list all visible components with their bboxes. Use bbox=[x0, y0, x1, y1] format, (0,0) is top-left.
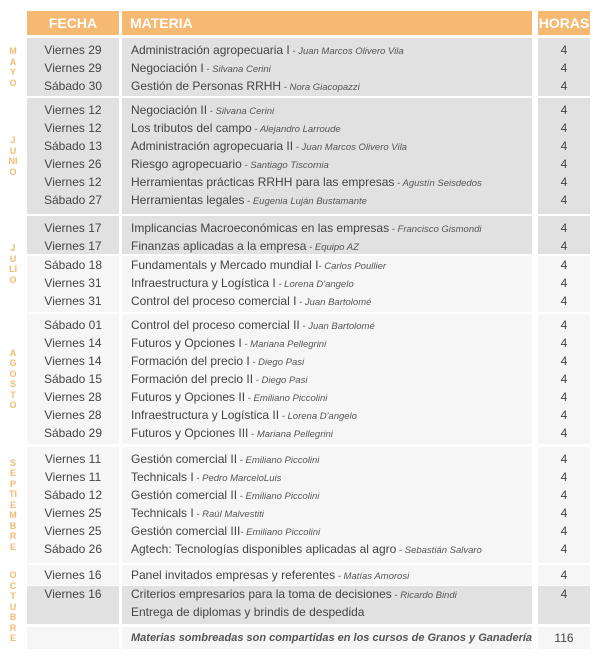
row-subject bbox=[131, 424, 333, 444]
row-hours: 4 bbox=[560, 294, 568, 308]
row-hours: 4 bbox=[560, 452, 568, 466]
row-hours: 4 bbox=[560, 587, 568, 601]
row-subject bbox=[131, 370, 307, 390]
row-date: Viernes 28 bbox=[44, 390, 102, 404]
subject-name: Gestión comercial III bbox=[131, 524, 241, 538]
row-subject bbox=[131, 137, 407, 157]
professor-name: - Equipo AZ bbox=[306, 242, 359, 253]
row-hours: 4 bbox=[560, 336, 568, 350]
subject-name: Gestión comercial II bbox=[131, 488, 238, 502]
row-hours: 4 bbox=[560, 488, 568, 502]
row-date: Sábado 18 bbox=[43, 258, 103, 272]
professor-name: - Emiliano Piccolini bbox=[237, 491, 320, 502]
row-subject bbox=[131, 256, 386, 276]
month-label: JULIO bbox=[9, 243, 17, 285]
professor-name: - Agustín Seisdedos bbox=[394, 178, 482, 189]
professor-name: - Alejandro Larroude bbox=[251, 124, 341, 135]
row-subject bbox=[131, 173, 482, 193]
row-date: Sábado 26 bbox=[43, 542, 103, 556]
header-fecha: FECHA bbox=[27, 11, 119, 35]
subject-name: Agtech: Tecnologías disponibles aplicadas al agro bbox=[131, 542, 397, 556]
row-hours: 4 bbox=[560, 103, 568, 117]
professor-name: - Juan Bartolomé bbox=[299, 321, 375, 332]
professor-name: - Nora Giacopazzi bbox=[281, 82, 360, 93]
professor-name: - Raúl Malvestiti bbox=[193, 509, 264, 520]
row-date: Viernes 11 bbox=[44, 452, 102, 466]
row-date: Viernes 31 bbox=[44, 276, 102, 290]
row-subject bbox=[131, 566, 409, 586]
row-date: Viernes 25 bbox=[44, 506, 102, 520]
row-hours: 4 bbox=[560, 258, 568, 272]
row-subject bbox=[131, 486, 319, 506]
row-hours: 4 bbox=[560, 408, 568, 422]
row-date: Viernes 12 bbox=[44, 103, 102, 117]
professor-name: - Carlos Poullier bbox=[318, 261, 387, 272]
row-hours: 4 bbox=[560, 568, 568, 582]
row-hours: 4 bbox=[560, 121, 568, 135]
subject-name: Technicals I bbox=[131, 506, 194, 520]
row-hours: 4 bbox=[560, 221, 568, 235]
row-date: Sábado 13 bbox=[43, 139, 103, 153]
row-date: Sábado 12 bbox=[43, 488, 103, 502]
professor-name: - Silvana Cerini bbox=[203, 64, 271, 75]
month-label: JUNIO bbox=[8, 135, 18, 177]
subject-name: Administración agropecuaria I bbox=[131, 43, 290, 57]
row-hours: 4 bbox=[560, 506, 568, 520]
row-subject bbox=[131, 585, 457, 605]
professor-name: - Diego Pasi bbox=[253, 375, 308, 386]
row-date: Viernes 16 bbox=[44, 587, 102, 601]
subject-name: Entrega de diplomas y brindis de despedida bbox=[131, 605, 365, 619]
subject-name: Futuros y Opciones II bbox=[131, 390, 246, 404]
subject-name: Herramientas legales bbox=[131, 193, 245, 207]
row-subject bbox=[131, 388, 327, 408]
row-subject bbox=[131, 219, 482, 239]
row-hours: 4 bbox=[560, 426, 568, 440]
header-materia: MATERIA bbox=[122, 11, 532, 35]
row-subject bbox=[131, 237, 359, 257]
row-date: Sábado 30 bbox=[43, 79, 103, 93]
row-subject bbox=[131, 191, 367, 211]
subject-name: Riesgo agropecuario bbox=[131, 157, 242, 171]
row-date: Sábado 01 bbox=[43, 318, 103, 332]
row-subject bbox=[131, 603, 364, 621]
row-date: Viernes 31 bbox=[44, 294, 102, 308]
professor-name: - Mariana Pellegrini bbox=[248, 429, 333, 440]
row-date: Sábado 15 bbox=[43, 372, 103, 386]
row-hours: 4 bbox=[560, 157, 568, 171]
row-subject bbox=[131, 155, 329, 175]
row-hours: 4 bbox=[560, 193, 568, 207]
row-subject bbox=[131, 41, 404, 61]
professor-name: - Francisco Gismondi bbox=[389, 224, 482, 235]
month-label: AGOSTO bbox=[9, 347, 17, 410]
row-date: Viernes 28 bbox=[44, 408, 102, 422]
professor-name: - Santiago Tiscornia bbox=[241, 160, 329, 171]
month-label: MAYO bbox=[9, 46, 17, 88]
footer-note: Materias sombreadas son compartidas en los cursos de Granos y Ganadería bbox=[131, 632, 533, 644]
subject-name: Los tributos del campo bbox=[131, 121, 252, 135]
row-subject bbox=[131, 352, 304, 372]
row-hours: 4 bbox=[560, 470, 568, 484]
row-hours: 4 bbox=[560, 390, 568, 404]
row-subject bbox=[131, 292, 371, 312]
row-hours: 4 bbox=[560, 276, 568, 290]
professor-name: - Lorena D'angelo bbox=[279, 411, 357, 422]
row-date: Sábado 27 bbox=[43, 193, 103, 207]
professor-name: - Silvana Cerini bbox=[207, 106, 275, 117]
professor-name: - Emiliano Piccolini bbox=[237, 455, 320, 466]
professor-name: - Pedro MarceloLuis bbox=[193, 473, 282, 484]
row-date: Viernes 29 bbox=[44, 61, 102, 75]
professor-name: - Matías Amorosi bbox=[335, 571, 410, 582]
subject-name: Futuros y Opciones I bbox=[131, 336, 242, 350]
row-hours: 4 bbox=[560, 43, 568, 57]
row-subject bbox=[131, 274, 354, 294]
row-date: Viernes 17 bbox=[44, 221, 102, 235]
row-hours: 4 bbox=[560, 79, 568, 93]
row-date: Viernes 26 bbox=[44, 157, 102, 171]
subject-name: Criterios empresarios para la toma de decisiones bbox=[131, 587, 392, 601]
subject-name: Finanzas aplicadas a la empresa bbox=[131, 239, 307, 253]
row-hours: 4 bbox=[560, 318, 568, 332]
subject-name: Fundamentals y Mercado mundial I bbox=[131, 258, 319, 272]
row-date: Viernes 11 bbox=[44, 470, 102, 484]
row-subject bbox=[131, 316, 375, 336]
subject-name: Futuros y Opciones III bbox=[131, 426, 249, 440]
row-subject bbox=[131, 59, 271, 79]
month-label: SEPTIEMBRE bbox=[9, 457, 17, 552]
professor-name: - Ricardo Bindi bbox=[391, 590, 457, 601]
row-date: Viernes 29 bbox=[44, 43, 102, 57]
subject-name: Administración agropecuaria II bbox=[131, 139, 294, 153]
subject-name: Control del proceso comercial I bbox=[131, 294, 297, 308]
row-date: Viernes 25 bbox=[44, 524, 102, 538]
row-date: Viernes 14 bbox=[44, 336, 102, 350]
row-hours: 4 bbox=[560, 542, 568, 556]
subject-name: Gestión de Personas RRHH bbox=[131, 79, 282, 93]
professor-name: - Eugenia Luján Bustamante bbox=[244, 196, 367, 207]
row-date: Viernes 12 bbox=[44, 121, 102, 135]
row-subject bbox=[131, 406, 357, 426]
subject-name: Formación del precio I bbox=[131, 354, 250, 368]
row-subject bbox=[131, 77, 360, 97]
subject-name: Control del proceso comercial II bbox=[131, 318, 300, 332]
professor-name: - Diego Pasi bbox=[249, 357, 305, 368]
row-hours: 4 bbox=[560, 372, 568, 386]
subject-name: Gestión comercial II bbox=[131, 452, 238, 466]
subject-name: Negociación II bbox=[131, 103, 208, 117]
subject-name: Formación del precio II bbox=[131, 372, 254, 386]
subject-name: Herramientas prácticas RRHH para las empresas bbox=[131, 175, 395, 189]
subject-name: Negociación I bbox=[131, 61, 204, 75]
row-date: Viernes 17 bbox=[44, 239, 102, 253]
row-hours: 4 bbox=[560, 139, 568, 153]
row-subject bbox=[131, 119, 341, 139]
subject-name: Technicals I bbox=[131, 470, 194, 484]
subject-name: Infraestructura y Logística I bbox=[131, 276, 276, 290]
row-date: Viernes 16 bbox=[44, 568, 102, 582]
professor-name: - Juan Marcos Olivero Vila bbox=[289, 46, 404, 57]
row-date: Viernes 12 bbox=[44, 175, 102, 189]
row-subject bbox=[131, 522, 320, 542]
row-subject bbox=[131, 450, 319, 470]
row-hours: 4 bbox=[560, 61, 568, 75]
row-hours: 4 bbox=[560, 239, 568, 253]
row-hours: 4 bbox=[560, 524, 568, 538]
professor-name: - Emiliano Piccolini bbox=[240, 527, 321, 538]
footer-total-hours: 116 bbox=[554, 631, 574, 645]
professor-name: - Emiliano Piccolini bbox=[245, 393, 328, 404]
row-hours: 4 bbox=[560, 354, 568, 368]
row-subject bbox=[131, 540, 482, 560]
professor-name: - Sebastián Salvaro bbox=[396, 545, 482, 556]
row-subject bbox=[131, 468, 281, 488]
professor-name: - Lorena D'angelo bbox=[275, 279, 354, 290]
row-hours: 4 bbox=[560, 175, 568, 189]
row-date: Sábado 29 bbox=[43, 426, 103, 440]
professor-name: - Mariana Pellegrini bbox=[241, 339, 327, 350]
subject-name: Infraestructura y Logística II bbox=[131, 408, 280, 422]
row-subject bbox=[131, 101, 274, 121]
subject-name: Panel invitados empresas y referentes bbox=[131, 568, 336, 582]
row-subject bbox=[131, 334, 326, 354]
month-label: OCTUBRE bbox=[9, 570, 17, 644]
date-cell-block bbox=[27, 627, 119, 649]
professor-name: - Juan Bartolomé bbox=[296, 297, 372, 308]
subject-name: Implicancias Macroeconómicas en las empresas bbox=[131, 221, 390, 235]
professor-name: - Juan Marcos Olivero Vila bbox=[293, 142, 407, 153]
row-subject bbox=[131, 504, 264, 524]
row-date: Viernes 14 bbox=[44, 354, 102, 368]
header-horas: HORAS bbox=[538, 11, 590, 35]
